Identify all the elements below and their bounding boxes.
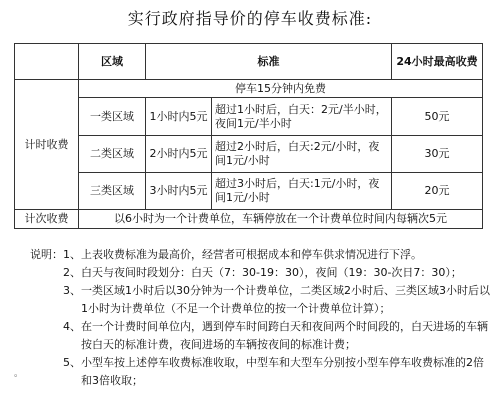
notes-section — [30, 246, 490, 390]
zone-name: 二类区域 — [79, 136, 146, 173]
fee-table — [14, 43, 483, 229]
notes-lead: 说明： — [30, 248, 63, 261]
count-fee-label: 计次收费 — [15, 210, 79, 229]
free-parking-note: 停车15分钟内免费 — [79, 80, 483, 98]
table-row — [15, 173, 483, 210]
note-item — [30, 264, 490, 282]
timed-fee-label: 计时收费 — [15, 80, 79, 210]
zone-name: 一类区域 — [79, 98, 146, 136]
note-number: 4、 — [63, 320, 81, 333]
overtime-rate: 超过2小时后，白天:2元/小时，夜间1元/小时 — [212, 136, 392, 173]
free-row — [15, 80, 483, 98]
zone-name: 三类区域 — [79, 173, 146, 210]
margin-mark: 。 — [14, 369, 24, 379]
base-fee: 1小时内5元 — [146, 98, 212, 136]
note-number: 5、 — [63, 356, 81, 369]
table-row — [15, 136, 483, 173]
base-fee: 3小时内5元 — [146, 173, 212, 210]
table-header-row — [15, 44, 483, 80]
count-fee-text: 以6小时为一个计费单位，车辆停放在一个计费单位时间内每辆次5元 — [79, 210, 483, 229]
note-text: 上表收费标准为最高价，经营者可根据成本和停车供求情况进行下浮。 — [81, 248, 422, 261]
note-item — [30, 354, 490, 390]
count-fee-row — [15, 210, 483, 229]
max-fee: 30元 — [392, 136, 483, 173]
note-item — [30, 246, 490, 264]
max-fee: 50元 — [392, 98, 483, 136]
header-region: 区域 — [79, 44, 146, 80]
note-item — [30, 318, 490, 354]
header-max-fee: 24小时最高收费 — [392, 44, 483, 80]
note-number: 3、 — [63, 284, 81, 297]
max-fee: 20元 — [392, 173, 483, 210]
table-row — [15, 98, 483, 136]
note-text: 在一个计费时间单位内，遇到停车时间跨白天和夜间两个时间段的，白天进场的车辆按白天的标准计费，夜间进场的车辆按夜间的标准计费； — [81, 320, 488, 351]
page-title: 实行政府指导价的停车收费标准: — [127, 9, 373, 28]
note-item — [30, 282, 490, 318]
header-blank — [15, 44, 79, 80]
overtime-rate: 超过3小时后，白天:1元/小时，夜间1元/小时 — [212, 173, 392, 210]
note-text: 一类区域1小时后以30分钟为一个计费单位，二类区域2小时后、三类区域3小时后以1小时为计费单位（不足一个计费单位的按一个计费单位计算）； — [81, 284, 490, 315]
note-text: 白天与夜间时段划分：白天（7：30-19：30），夜间（19：30-次日7：30）； — [81, 266, 462, 279]
note-number: 2、 — [63, 266, 81, 279]
header-standard: 标准 — [146, 44, 392, 80]
note-text: 小型车按上述停车收费标准收取，中型车和大型车分别按小型车停车收费标准的2倍和3倍收取； — [81, 356, 484, 387]
base-fee: 2小时内5元 — [146, 136, 212, 173]
overtime-rate: 超过1小时后，白天：2元/半小时，夜间1元/半小时 — [212, 98, 392, 136]
note-number: 1、 — [63, 248, 81, 261]
